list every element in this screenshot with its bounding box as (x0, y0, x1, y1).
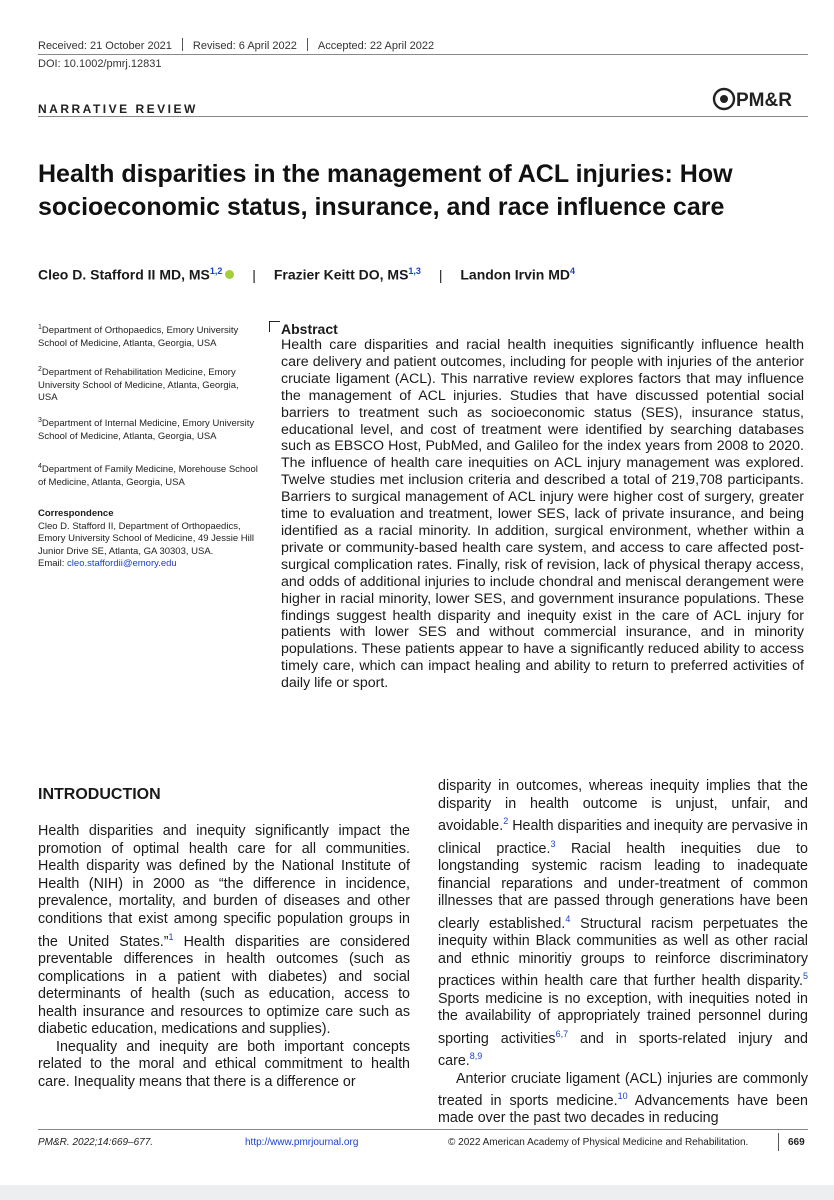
pmr-logo-icon (712, 86, 808, 112)
article-title: Health disparities in the management of ACL injuries: How socioeconomic status, insurance, and race influence care (38, 160, 733, 221)
orcid-icon[interactable] (225, 270, 234, 279)
text-run: Sports medicine is no exception, with inequities noted in the availability of appropriately trained personnel during sporting activities (438, 990, 808, 1047)
page-edge-shade (0, 1185, 834, 1200)
citation-ref[interactable]: 2 (503, 816, 509, 827)
author-separator: | (252, 266, 256, 283)
paragraph (38, 823, 410, 1039)
author-separator: | (438, 266, 443, 283)
journal-logo (712, 86, 808, 112)
citation-ref[interactable]: 8,9 (469, 1051, 483, 1062)
footer-rule (38, 1129, 808, 1130)
section-label: NARRATIVE REVIEW (38, 102, 198, 116)
author-name[interactable]: Cleo D. Stafford II MD, MS (38, 266, 210, 283)
affiliation (38, 461, 260, 489)
citation-ref[interactable]: 3 (550, 838, 556, 849)
affiliation (38, 415, 260, 443)
footer-url[interactable]: http://www.pmrjournal.org (245, 1137, 359, 1148)
doi[interactable]: DOI: 10.1002/pmrj.12831 (38, 58, 162, 70)
affiliation-number: 2 (38, 366, 42, 373)
footer-copyright: © 2022 American Academy of Physical Medicine and Rehabilitation. (448, 1137, 749, 1148)
correspondence-text: Cleo D. Stafford II, Department of Orthopaedics, Emory University School of Medicine, 49 Jessie Hill Junior Drive SE, Atlanta, GA 30303, USA. (38, 521, 254, 557)
header-rule (38, 54, 808, 55)
paragraph (438, 778, 808, 1071)
received-date: Received: 21 October 2021 (38, 40, 172, 52)
author-name[interactable]: Landon Irvin MD (460, 266, 571, 283)
affiliation-number: 4 (38, 463, 42, 470)
text-run: and in sports-related injury and care. (438, 1030, 808, 1069)
text-run: Advancements have been made over the past two decades in reducing (438, 1092, 808, 1127)
right-column (438, 778, 808, 1128)
affiliation-text: Department of Orthopaedics, Emory University School of Medicine, Atlanta, Georgia, USA (38, 325, 239, 349)
author-affil-ref[interactable]: 1,2 (209, 266, 223, 276)
text-run: Racial health inequities due to longstanding systemic racism leading to inadequate financial reparations and under-treatment of common illnesses that are passed through generations have been clearly established. (438, 840, 808, 932)
author-list (38, 266, 818, 283)
correspondence (38, 521, 260, 571)
affiliation-text: Department of Internal Medicine, Emory University School of Medicine, Atlanta, Georgia, USA (38, 418, 255, 442)
abstract-text: Health care disparities and racial health inequities significantly influence health care delivery and patient outcomes, including for people with injuries of the anterior cruciate ligament (ACL). This narrative review explores factors that may influence the management of ACL injuries. Studies that have discussed potential social barriers to treatment such as socioeconomic status (SES), insurance status, educational level, and cost of treatment were identified by searching databases such as EBSCO Host, PubMed, and Galileo for the index years from 2008 to 2020. The influence of health care inequities on ACL injury management was explored. Twelve studies met inclusion criteria and described a total of 219,708 participants. Barriers to surgical management of ACL injury were higher cost of surgery, greater time to evaluation and treatment, lower SES, lack of private insurance, and being identified as a racial minority. In addition, surgical environment, whether within a private or community-based health care system, and access to care affected post-surgical complication rates. Finally, risk of revision, lack of physical therapy access, and odds of additional injuries to include chondral and meniscal derangement were higher in racial minority, lower SES, and government insurance populations. These findings suggest health disparity and inequity exist in the care of ACL injury for patients with lower SES and without commercial insurance, and in minority populations. These patients appear to have a significantly reduced ability to access timely care, which can impact healing and ability to return to preferred activities of daily life or sport. (281, 337, 804, 692)
affiliation-number: 3 (38, 417, 42, 424)
text-run: Health disparities are considered preventable differences in health outcomes (such as complications in a patient with diabetes) and social determinants of health (such as education, access to health insurance and resources to optimize care such as diabetic education, medications and supplies). (38, 933, 410, 1038)
email-link[interactable]: cleo.staffordii@emory.edu (67, 558, 177, 570)
author-name[interactable]: Frazier Keitt DO, MS (273, 266, 409, 283)
page-number: 669 (788, 1137, 805, 1148)
affiliation-text: Department of Rehabilitation Medicine, Emory University School of Medicine, Atlanta, Georgia, USA (38, 367, 239, 403)
article-history (38, 38, 434, 52)
citation-ref[interactable]: 6,7 (555, 1028, 569, 1039)
abstract-heading: Abstract (281, 321, 338, 337)
footer-divider (778, 1133, 779, 1151)
abstract-corner (269, 321, 280, 332)
footer-citation: PM&R. 2022;14:669–677. (38, 1137, 154, 1148)
email-label: Email: (38, 558, 68, 570)
divider (307, 38, 308, 51)
citation-ref[interactable]: 10 (617, 1091, 628, 1102)
affiliation (38, 364, 260, 404)
citation-ref[interactable]: 5 (802, 971, 808, 982)
section-rule (38, 116, 808, 117)
accepted-date: Accepted: 22 April 2022 (317, 40, 435, 52)
citation-ref[interactable]: 4 (565, 913, 571, 924)
affiliation (38, 322, 260, 350)
author-affil-ref[interactable]: 1,3 (408, 266, 421, 276)
divider (182, 38, 183, 51)
paragraph (438, 1071, 808, 1129)
text-run: Structural racism perpetuates the inequity within Black communities as well as other racial and ethnic minoritiy groups to reinforce discriminatory practices within health care that further health disparity. (438, 915, 808, 989)
left-column (38, 823, 410, 1092)
affiliation-number: 1 (38, 324, 42, 331)
correspondence-heading: Correspondence (38, 508, 114, 519)
revised-date: Revised: 6 April 2022 (192, 40, 297, 52)
text-run: Health disparities and inequity significantly impact the promotion of optimal health care for all communities. Health disparity was defined by the National Institute of Health (NIH) in 2000 as “the difference in incidence, prevalence, mortality, and burden of diseases and other conditions that exist among specific population groups in the United States.” (38, 823, 410, 950)
text-run: Anterior cruciate ligament (ACL) injuries are commonly treated in sports medicine. (438, 1070, 808, 1109)
text-run: Health disparities and inequity are pervasive in clinical practice. (438, 817, 808, 857)
introduction-heading: INTRODUCTION (38, 786, 161, 803)
text-run: disparity in outcomes, whereas inequity implies that the disparity in health outcome is unjust, unfair, and avoidable. (438, 778, 808, 834)
affiliation-text: Department of Family Medicine, Morehouse School of Medicine, Atlanta, Georgia, USA (38, 464, 258, 488)
author-affil-ref[interactable]: 4 (570, 266, 576, 276)
abstract (269, 321, 804, 692)
logo-text: PM&R (736, 90, 792, 111)
paragraph: Inequality and inequity are both important concepts related to the moral and ethical commitment to health care. Inequality means that there is a difference or (38, 1038, 410, 1091)
citation-ref[interactable]: 1 (168, 931, 174, 942)
